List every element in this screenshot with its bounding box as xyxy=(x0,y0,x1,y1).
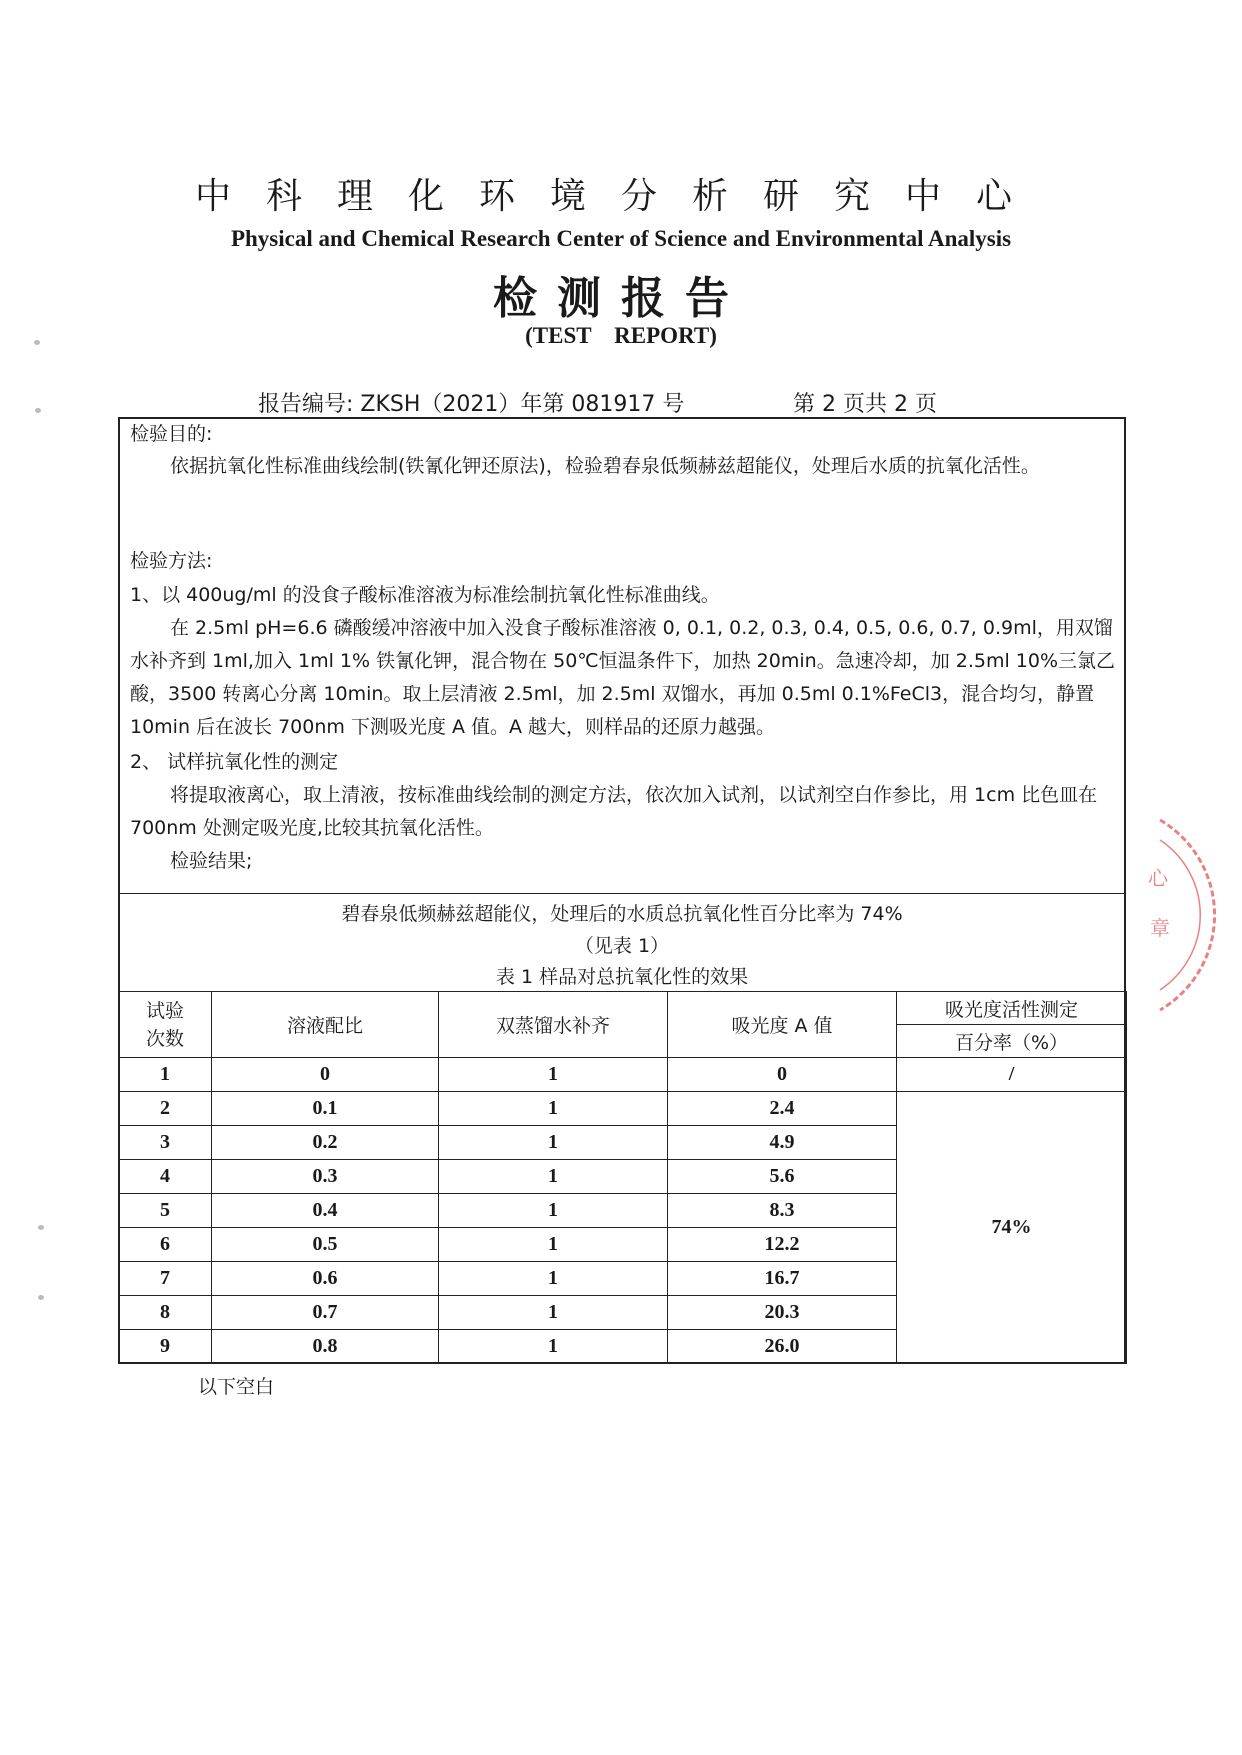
svg-text:心: 心 xyxy=(1148,866,1168,890)
method-step2-text: 将提取液离心，取上清液，按标准曲线绘制的测定方法，依次加入试剂，以试剂空白作参比，用 1cm 比色皿在 700nm 处测定吸光度,比较其抗氧化活性。 xyxy=(130,784,1098,839)
table-row xyxy=(119,1092,1127,1126)
absorbance-cell: 4.9 xyxy=(668,1126,897,1160)
absorbance-cell: 5.6 xyxy=(668,1160,897,1194)
trial-cell: 2 xyxy=(119,1092,212,1126)
absorbance-cell: 20.3 xyxy=(668,1296,897,1330)
ratio-cell: 0.7 xyxy=(212,1296,439,1330)
header-trial: 试验次数 xyxy=(119,992,212,1058)
pct-cell: / xyxy=(897,1058,1127,1092)
ratio-cell: 0.2 xyxy=(212,1126,439,1160)
method-step1-title: 1、以 400ug/ml 的没食子酸标准溶液为标准绘制抗氧化性标准曲线。 xyxy=(130,584,720,606)
trial-cell: 8 xyxy=(119,1296,212,1330)
result-see-table: （见表 1） xyxy=(574,935,670,957)
trial-cell: 7 xyxy=(119,1262,212,1296)
ratio-cell: 0.6 xyxy=(212,1262,439,1296)
ratio-cell: 0.1 xyxy=(212,1092,439,1126)
organization-name-cn: 中科理化环境分析研究中心 xyxy=(194,176,1047,217)
organization-name-en: Physical and Chemical Research Center of Science and Environmental Analysis xyxy=(230,226,1012,251)
scan-speck xyxy=(38,1295,44,1300)
purpose-text: 依据抗氧化性标准曲线绘制(铁氰化钾还原法)，检验碧春泉低频赫兹超能仪，处理后水质的抗氧化活性。 xyxy=(170,455,1040,477)
purpose-heading: 检验目的: xyxy=(130,423,213,445)
merged-pct-cell: 74% xyxy=(897,1092,1127,1364)
scan-speck xyxy=(35,408,41,413)
ratio-cell: 0.4 xyxy=(212,1194,439,1228)
absorbance-cell: 8.3 xyxy=(668,1194,897,1228)
table-row xyxy=(119,1058,1127,1092)
table-caption: 表 1 样品对总抗氧化性的效果 xyxy=(495,966,749,988)
water-cell: 1 xyxy=(439,1330,668,1364)
header-water: 双蒸馏水补齐 xyxy=(439,992,668,1058)
water-cell: 1 xyxy=(439,1160,668,1194)
water-cell: 1 xyxy=(439,1058,668,1092)
absorbance-cell: 0 xyxy=(668,1058,897,1092)
water-cell: 1 xyxy=(439,1126,668,1160)
absorbance-cell: 26.0 xyxy=(668,1330,897,1364)
official-seal-stamp xyxy=(1140,815,1242,1015)
result-heading: 检验结果; xyxy=(170,850,253,872)
report-title: 检测报告 xyxy=(493,273,749,324)
report-number: 报告编号: ZKSH（2021）年第 081917 号 xyxy=(258,392,685,417)
trial-cell: 6 xyxy=(119,1228,212,1262)
water-cell: 1 xyxy=(439,1296,668,1330)
absorbance-cell: 12.2 xyxy=(668,1228,897,1262)
report-subtitle: (TEST REPORT) xyxy=(525,323,717,348)
results-table xyxy=(118,991,1127,1364)
water-cell: 1 xyxy=(439,1194,668,1228)
water-cell: 1 xyxy=(439,1228,668,1262)
ratio-cell: 0 xyxy=(212,1058,439,1092)
method-step2-title: 2、 试样抗氧化性的测定 xyxy=(130,751,339,773)
water-cell: 1 xyxy=(439,1262,668,1296)
absorbance-cell: 2.4 xyxy=(668,1092,897,1126)
trial-cell: 1 xyxy=(119,1058,212,1092)
ratio-cell: 0.5 xyxy=(212,1228,439,1262)
header-activity-unit: 百分率（%） xyxy=(897,1025,1127,1058)
header-activity: 吸光度活性测定 xyxy=(897,992,1127,1025)
result-summary: 碧春泉低频赫兹超能仪，处理后的水质总抗氧化性百分比率为 74% xyxy=(341,903,903,925)
trial-cell: 4 xyxy=(119,1160,212,1194)
page-indicator: 第 2 页共 2 页 xyxy=(793,392,937,417)
scan-speck xyxy=(38,1225,44,1230)
method-step1-text: 在 2.5ml pH=6.6 磷酸缓冲溶液中加入没食子酸标准溶液 0, 0.1, 0.2, 0.3, 0.4, 0.5, 0.6, 0.7, 0.9ml，用双馏水补齐到 1ml,加入 1ml 1% 铁氰化钾，混合物在 50℃恒温条件下，加热 20min。急速冷却，加 2.5ml 10%三氯乙酸，3500 转离心分离 10min。取上层清液 2.5ml，加 2.5ml 双馏水，再加 0.5ml 0.1%FeCl3，混合均匀，静置 10min 后在波长 700nm 下测吸光度 A 值。A 越大，则样品的还原力越强。 xyxy=(130,617,1116,738)
header-absorbance: 吸光度 A 值 xyxy=(668,992,897,1058)
blank-below-note: 以下空白 xyxy=(198,1376,275,1398)
frame-divider xyxy=(118,893,1126,894)
water-cell: 1 xyxy=(439,1092,668,1126)
ratio-cell: 0.8 xyxy=(212,1330,439,1364)
method-heading: 检验方法: xyxy=(130,550,213,572)
ratio-cell: 0.3 xyxy=(212,1160,439,1194)
trial-cell: 3 xyxy=(119,1126,212,1160)
header-ratio: 溶液配比 xyxy=(212,992,439,1058)
absorbance-cell: 16.7 xyxy=(668,1262,897,1296)
trial-cell: 5 xyxy=(119,1194,212,1228)
svg-text:章: 章 xyxy=(1150,916,1170,940)
trial-cell: 9 xyxy=(119,1330,212,1364)
